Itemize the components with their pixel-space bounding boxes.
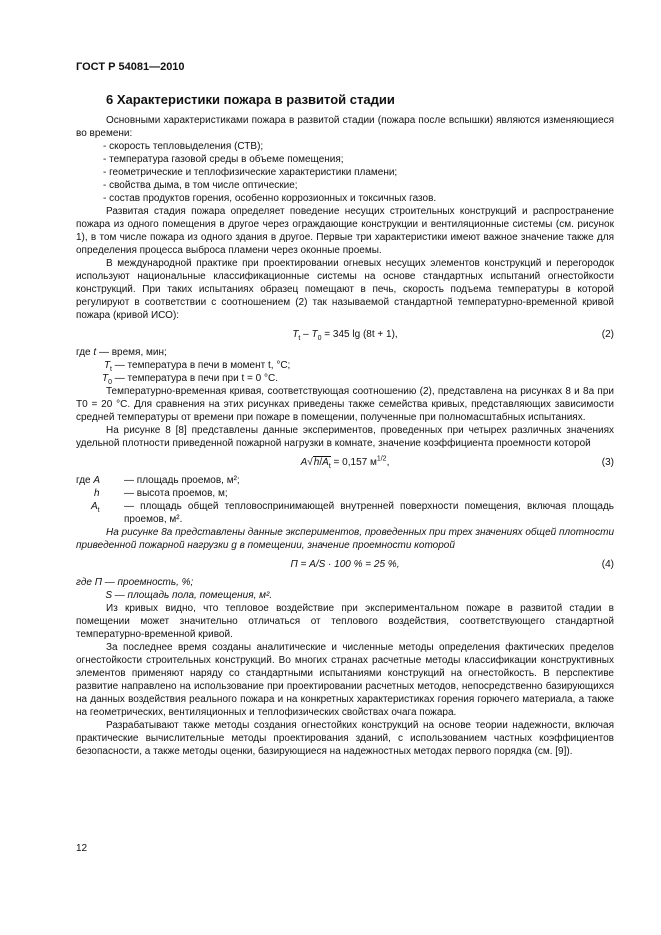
paragraph-6: На рисунке 8а представлены данные экспериментов, проведенных при трех значениях общей плотности приведенной пожарной нагрузки g в помещении, значение проемности которой xyxy=(76,527,614,551)
equation-3-formula: $A√h/A_t = 0,157$ $м^{1/2}$, xyxy=(300,455,390,470)
equation-3-rhs: = 0,157 м xyxy=(333,457,377,468)
equation-3 xyxy=(76,452,614,472)
equation-3-exponent: 1/2 xyxy=(376,455,387,463)
equation-2-rhs: = 345 lg (8t + 1), xyxy=(324,329,398,340)
var-desc: — температура в печи в момент t, °С; xyxy=(114,360,291,371)
paragraph-9: Разрабатывают также методы создания огнестойких конструкций на основе теории надежности, включая практические вычислительные методы проектирования зданий, с использованием частных коэффициентов безопасности, а также методы оценки, базирующиеся на надежностных методах первого порядка (см. [9]). xyxy=(76,720,614,757)
equation-4-formula: П = A/S · 100 % = 25 %, xyxy=(290,559,400,570)
document-header: ГОСТ Р 54081—2010 xyxy=(76,61,185,73)
var-symbol: A xyxy=(91,501,98,512)
equation-2-number: (2) xyxy=(601,329,614,340)
where-4-item xyxy=(76,589,614,602)
section-title: 6 Характеристики пожара в развитой стадии xyxy=(106,92,395,107)
var-subscript: 0 xyxy=(108,379,112,386)
var-subscript: t xyxy=(97,507,100,514)
var-symbol: t xyxy=(93,347,97,358)
paragraph-5: На рисунке 8 [8] представлены данные экспериментов, проведенных при четырех различных значениях удельной плотности приведенной пожарной нагрузки в комнате, значение коэффициента проемности которой xyxy=(76,425,614,449)
paragraph-1: Основными характеристиками пожара в развитой стадии (пожара после вспышки) являются изменяющиеся во времени: xyxy=(76,115,614,139)
var-desc: — время, мин; xyxy=(98,347,167,358)
equation-3-tail: , xyxy=(386,457,390,468)
paragraph-4: Температурно-временная кривая, соответствующая соотношению (2), представлена на рисунках 8 и 8а при T0 = 20 °С. Для сравнения на этих рисунках приведены также семейства кривых, представляющих зависимости средней температуры от времени при пожаре в помещении, полученные при полномасштабных испытаниях. xyxy=(76,386,614,423)
var-desc: — температура в печи при t = 0 °С. xyxy=(114,373,278,384)
equation-4 xyxy=(76,554,614,574)
equation-2-formula: $T_t - T_0 = 345$ lg (8t + 1), xyxy=(292,329,398,342)
paragraph-8: За последнее время созданы аналитические и численные методы определения фактических пределов огнестойкости строительных конструкций. Во многих странах расчетные методы классификации конструктивных элементов применяют наряду со стандартными испытаниями конструкций на огнестойкость. В перспективе развитие направлено на использование при проектировании расчетных методов, непосредственно базирующихся на данных воздействия реального пожара и на конкретных характеристиках горения горючего материала, а также на геометрических, вентиляционных и теплофизических свойствах очага пожара. xyxy=(76,642,614,718)
where-2-item xyxy=(76,372,614,385)
paragraph-2: Развитая стадия пожара определяет поведение несущих строительных конструкций и распространение пожара из одного помещения в другое через ограждающие конструкции и вентиляционные системы (см. рисунок 1), в том числе пожара из одного здания в другое. Первые три характеристики имеют важное значение также для определения процесса выброса пламени через оконные проемы. xyxy=(76,206,614,256)
var-symbol: h xyxy=(94,488,100,499)
list-item: - состав продуктов горения, особенно коррозионных и токсичных газов. xyxy=(103,193,437,204)
paragraph-3: В международной практике при проектировании огневых несущих элементов конструкций и перегородок используют национальные классификационные системы на основе стандартных испытаний огнестойкости конструкций. При таких испытаниях образец помещают в печь, скорость подъема температуры в которой регулируют в соответствии с соотношением (2) так называемой стандартной температурно-временной кривой пожара (кривой ИСО): xyxy=(76,258,614,321)
where-3-item xyxy=(76,474,614,487)
var-symbol: T xyxy=(101,373,109,384)
var-symbol: S xyxy=(105,590,112,601)
var-symbol: A xyxy=(93,475,101,486)
where-lead: где xyxy=(76,577,92,588)
var-desc: — площадь проемов, м²; xyxy=(124,475,240,486)
var-symbol: T xyxy=(103,360,111,371)
page-number: 12 xyxy=(76,843,88,854)
list-item: - геометрические и теплофизические характеристики пламени; xyxy=(103,167,398,178)
where-3-item xyxy=(76,487,614,500)
var-desc: — проемность, %; xyxy=(104,577,194,588)
where-2-item xyxy=(76,359,614,372)
var-symbol: П xyxy=(94,577,102,588)
equation-2 xyxy=(76,324,614,344)
var-desc: — площадь пола, помещения, м². xyxy=(114,590,273,601)
list-item: - скорость тепловыделения (СТВ); xyxy=(103,141,264,152)
var-desc: — высота проемов, м; xyxy=(124,488,228,499)
equation-4-number: (4) xyxy=(601,559,614,570)
where-3-item xyxy=(76,500,614,526)
where-lead: где xyxy=(76,347,91,358)
list-item: - температура газовой среды в объеме помещения; xyxy=(103,154,344,165)
var-subscript: t xyxy=(110,366,112,373)
document-body xyxy=(76,114,614,758)
where-4-item xyxy=(76,576,614,589)
equation-3-number: (3) xyxy=(601,457,614,468)
where-lead: где xyxy=(76,475,91,486)
var-desc: — площадь общей тепловоспринимающей внутренней поверхности помещения, включая площадь проемов, м². xyxy=(124,501,614,525)
list-item: - свойства дыма, в том числе оптические; xyxy=(103,180,298,191)
paragraph-7: Из кривых видно, что тепловое воздействие при экспериментальном пожаре в развитой стадии в помещении может значительно отличаться от теплового воздействия, соответствующего стандартной температурно-временной кривой. xyxy=(76,603,614,640)
where-2-item xyxy=(76,346,614,359)
